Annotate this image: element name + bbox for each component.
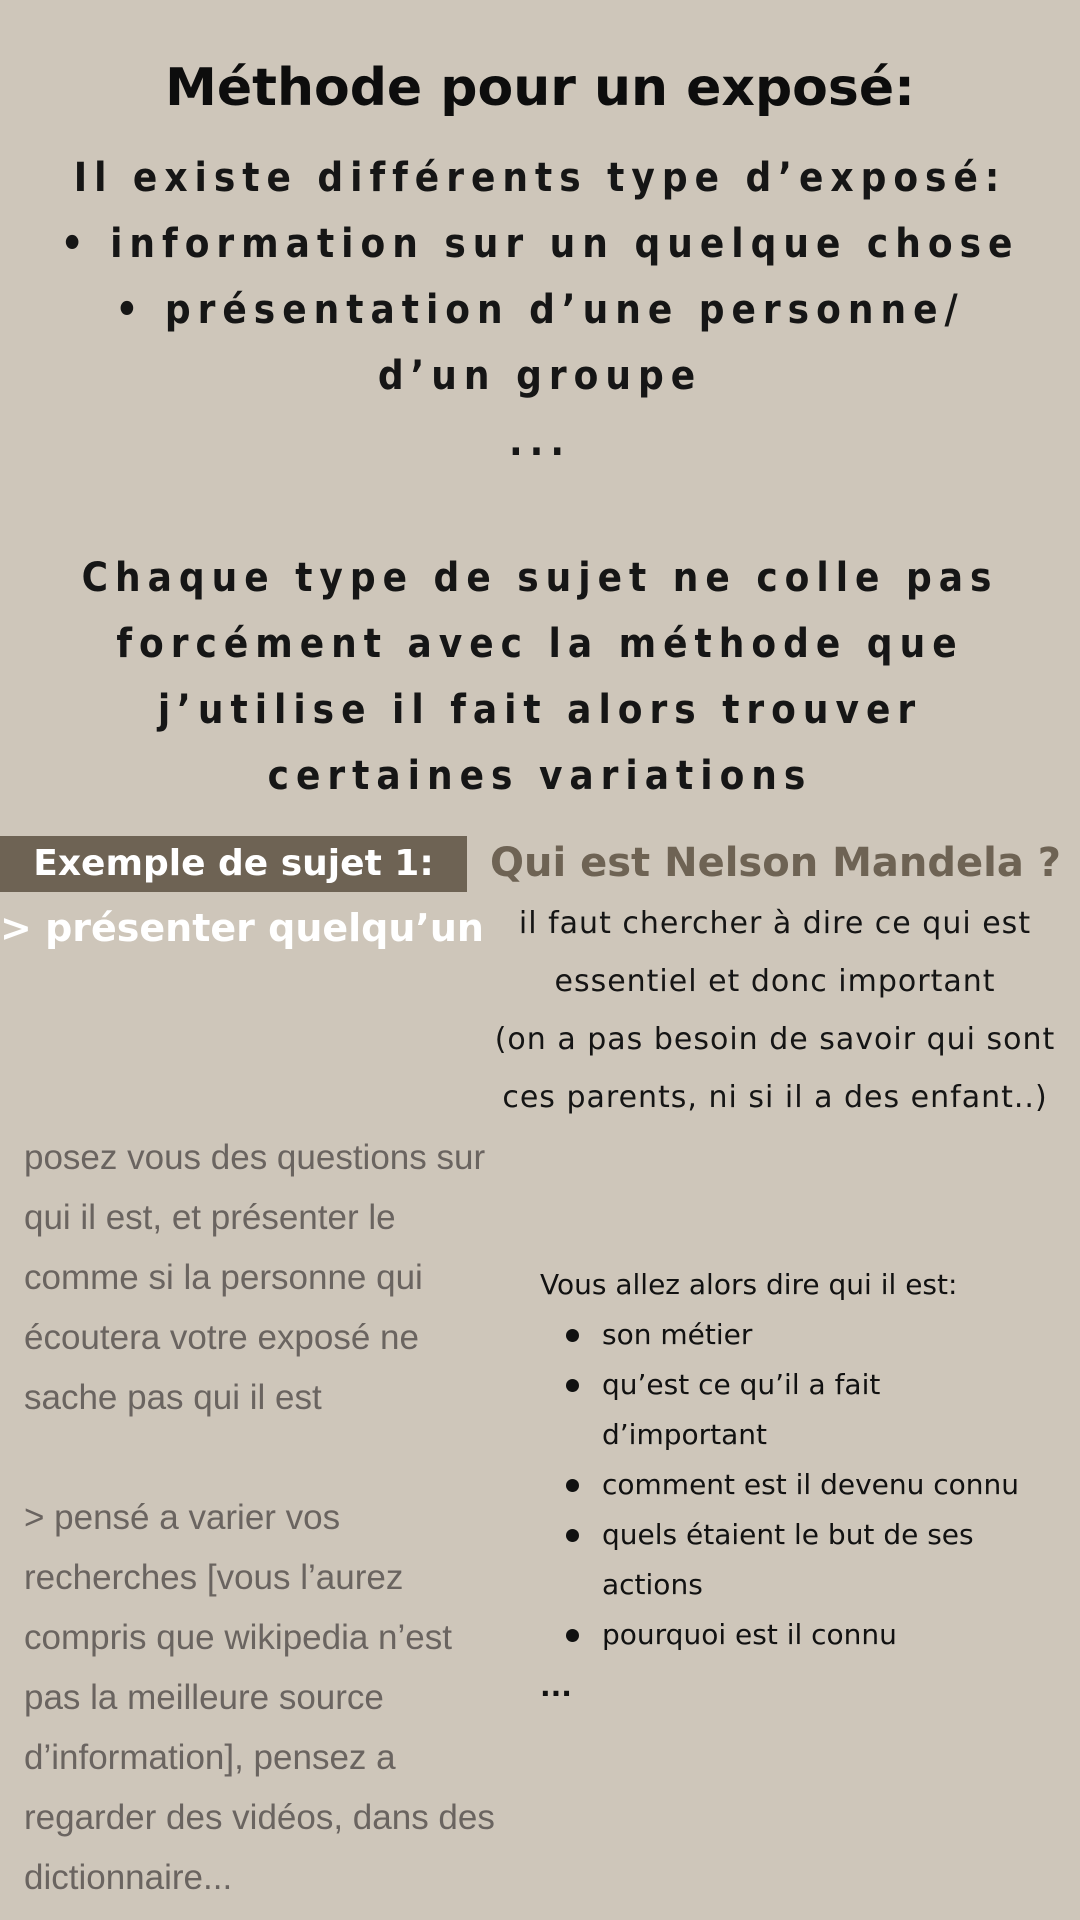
advice-line: > pensé a varier vos [24, 1498, 341, 1537]
types-line: ... [508, 419, 571, 465]
advice-line: d’information], pensez a [24, 1738, 396, 1777]
advice-line: sache pas qui il est [24, 1378, 322, 1417]
advice-text [24, 1128, 564, 1908]
explanation-line: ces parents, ni si il a des enfant..) [502, 1080, 1048, 1115]
subject-line: forcément avec la méthode que [116, 621, 964, 667]
list-item: pourquoi est il connu [540, 1610, 1080, 1660]
expose-types-block [0, 145, 1080, 475]
who-list [540, 1310, 1080, 1660]
types-line: d’un groupe [377, 353, 703, 399]
list-item-continuation: d’important [602, 1418, 768, 1451]
page-title: Méthode pour un exposé: [165, 58, 915, 118]
example-question: Qui est Nelson Mandela ? [490, 840, 1061, 886]
explanation-line: essentiel et donc important [554, 964, 996, 999]
paragraph-gap [24, 1428, 564, 1488]
list-item-continuation: actions [602, 1568, 703, 1601]
advice-line: pas la meilleure source [24, 1678, 384, 1717]
example-explanation [470, 895, 1080, 1127]
explanation-line: il faut chercher à dire ce qui est [518, 906, 1032, 941]
subject-variation-block [0, 545, 1080, 809]
advice-line: compris que wikipedia n’est [24, 1618, 452, 1657]
types-line: • information sur un quelque chose [60, 221, 1020, 267]
example-label: Exemple de sujet 1: [0, 836, 467, 892]
advice-line: qui il est, et présenter le [24, 1198, 396, 1237]
explanation-line: (on a pas besoin de savoir qui sont [494, 1022, 1056, 1057]
subject-line: Chaque type de sujet ne colle pas [81, 555, 999, 601]
list-item: qu’est ce qu’il a fait [540, 1360, 1080, 1410]
types-line: • présentation d’une personne/ [115, 287, 965, 333]
types-line: Il existe différents type d’exposé: [73, 155, 1007, 201]
list-item: quels étaient le but de ses [540, 1510, 1080, 1560]
who-ellipsis: ... [540, 1670, 572, 1703]
advice-line: dictionnaire... [24, 1858, 233, 1897]
who-intro: Vous allez alors dire qui il est: [540, 1268, 958, 1301]
subject-line: certaines variations [267, 753, 813, 799]
list-item: comment est il devenu connu [540, 1460, 1080, 1510]
subject-line: j’utilise il fait alors trouver [157, 687, 923, 733]
advice-line: comme si la personne qui [24, 1258, 423, 1297]
advice-line: écoutera votre exposé ne [24, 1318, 419, 1357]
example-action: > présenter quelqu’un [0, 906, 484, 950]
advice-line: regarder des vidéos, dans des [24, 1798, 495, 1837]
advice-line: posez vous des questions sur [24, 1138, 486, 1177]
advice-line: recherches [vous l’aurez [24, 1558, 404, 1597]
list-item: son métier [540, 1310, 1080, 1360]
